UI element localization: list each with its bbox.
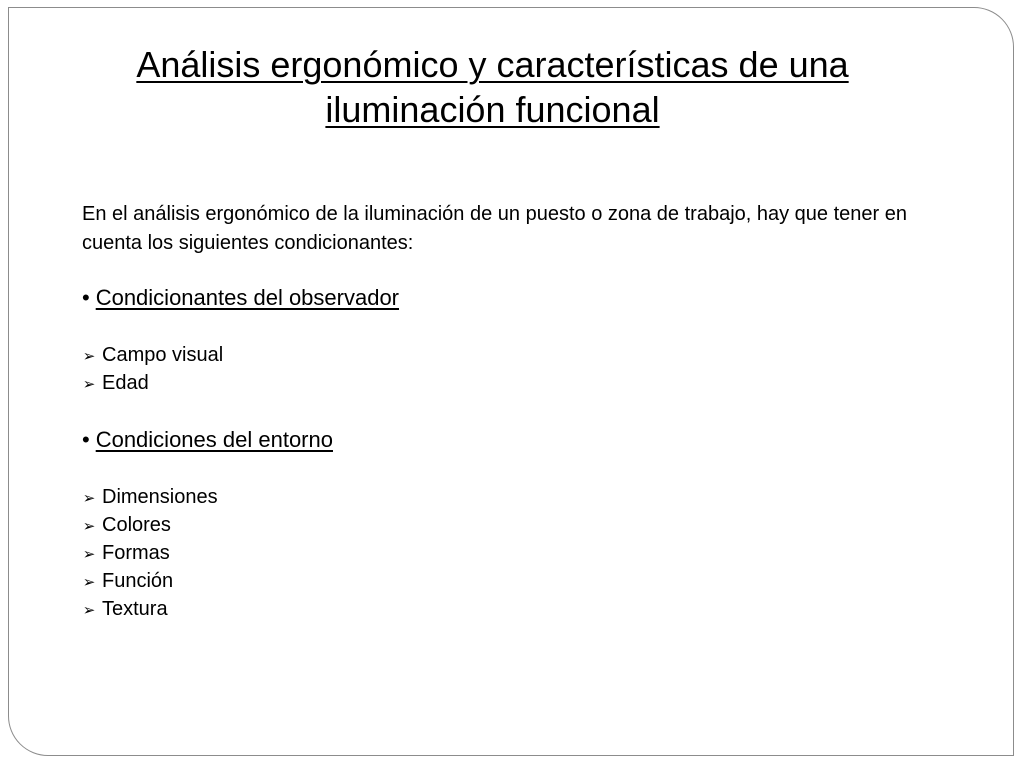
arrow-bullet-icon: ➢ [82,546,96,563]
list-item [82,595,218,623]
section-heading-environment [82,426,333,454]
list-item-label: Dimensiones [102,486,218,508]
list-item-label: Edad [102,372,149,394]
bullet-icon: • [82,427,90,452]
list-item-label: Textura [102,598,168,620]
arrow-bullet-icon: ➢ [82,348,96,365]
intro-paragraph: En el análisis ergonómico de la iluminación de un puesto o zona de trabajo, hay que tener en cuenta los siguientes condicionantes: [82,203,907,254]
arrow-bullet-icon: ➢ [82,574,96,591]
list-item [82,511,218,539]
arrow-bullet-icon: ➢ [82,490,96,507]
list-item [82,341,223,369]
list-item-label: Colores [102,514,171,536]
list-item [82,369,223,397]
environment-list [82,483,218,623]
list-item [82,567,218,595]
list-item-label: Función [102,570,174,592]
arrow-bullet-icon: ➢ [82,518,96,535]
bullet-icon: • [82,285,90,310]
list-item [82,483,218,511]
arrow-bullet-icon: ➢ [82,602,96,619]
section-heading-label: Condiciones del entorno [95,427,333,452]
list-item [82,539,218,567]
arrow-bullet-icon: ➢ [82,376,96,393]
section-heading-observer [82,284,399,312]
observer-list [82,341,223,397]
list-item-label: Formas [102,542,170,564]
slide-title: Análisis ergonómico y características de una iluminación funcional [136,44,849,130]
section-heading-label: Condicionantes del observador [95,285,400,310]
list-item-label: Campo visual [102,344,224,366]
